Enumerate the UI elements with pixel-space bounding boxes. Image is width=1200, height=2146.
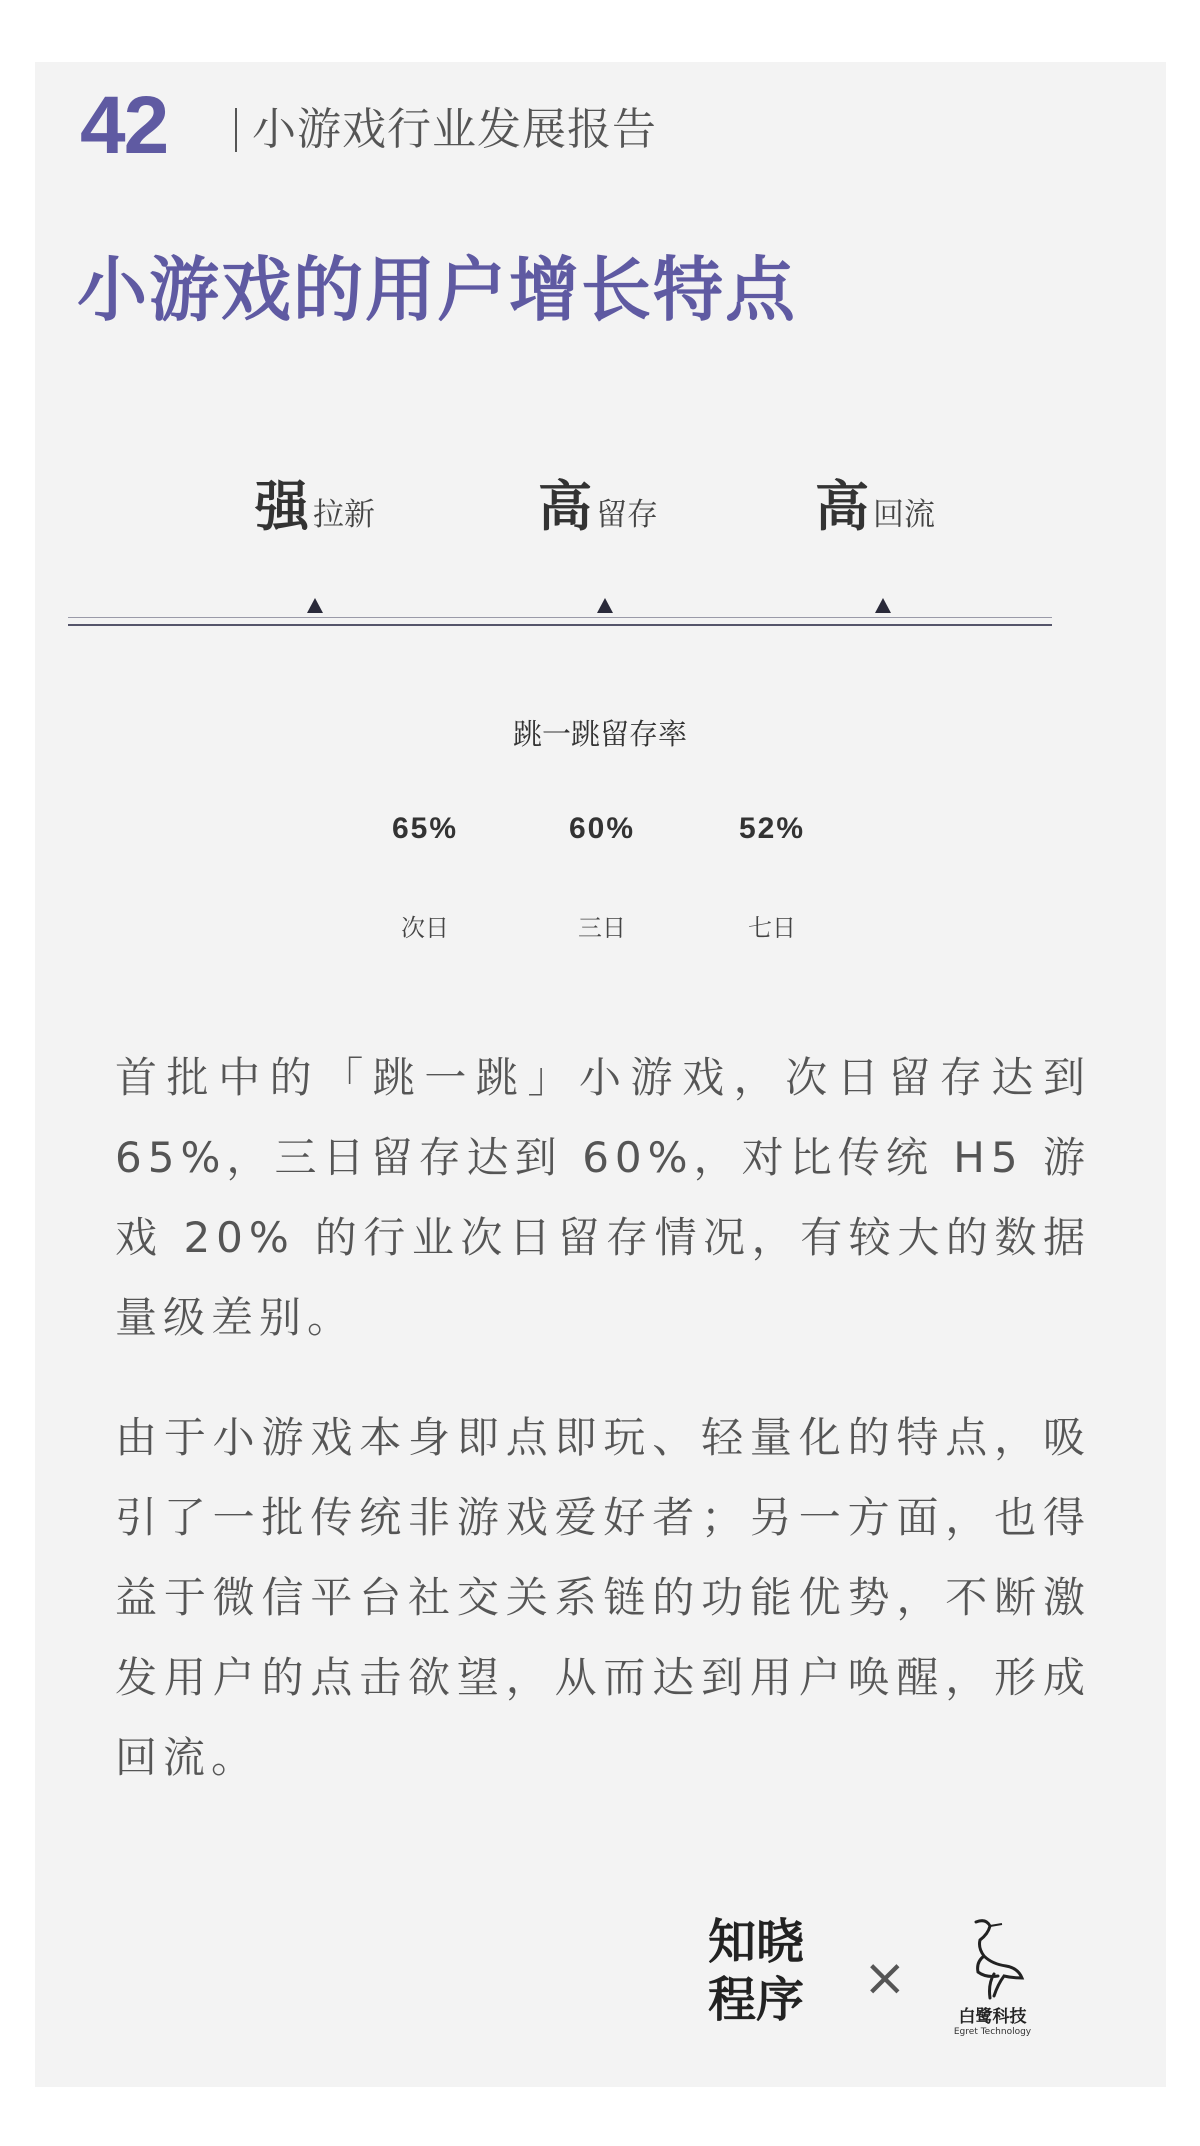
egret-logo-en: Egret Technology <box>953 2027 1032 2037</box>
retention-title: 跳一跳留存率 <box>512 717 687 751</box>
timeline-line-thin <box>68 617 1052 618</box>
feature-label: 回流 <box>873 497 935 533</box>
stat-value: 60% <box>568 812 636 845</box>
header-divider <box>235 108 237 152</box>
feature-emphasis: 高 <box>815 475 869 538</box>
stat-day3 <box>532 812 672 943</box>
stat-day7 <box>702 812 842 943</box>
feature-label: 拉新 <box>313 497 375 533</box>
paragraph-retention: 首批中的「跳一跳」小游戏，次日留存达到 65%，三日留存达到 60%，对比传统 H5 游戏 20% 的行业次日留存情况，有较大的数据量级差别。 <box>115 1053 1091 1342</box>
stat-day1 <box>355 812 495 943</box>
feature-retention <box>538 475 658 538</box>
feature-emphasis: 强 <box>255 475 309 538</box>
timeline-line <box>68 624 1052 626</box>
stat-value: 65% <box>391 812 459 845</box>
stat-label: 七日 <box>748 914 796 942</box>
report-title: 小游戏行业发展报告 <box>252 104 657 155</box>
feature-acquisition <box>255 475 375 538</box>
egret-bird-icon <box>958 1918 1028 2000</box>
triangle-marker-icon <box>875 598 891 613</box>
stat-label: 三日 <box>578 914 626 942</box>
feature-label: 留存 <box>596 497 658 533</box>
zhixiao-logo: 知晓程序 <box>708 1914 805 2028</box>
page-number: 42 <box>80 80 168 171</box>
egret-logo <box>945 1918 1040 2037</box>
feature-return <box>815 475 935 538</box>
egret-logo-cn: 白鹭科技 <box>958 2007 1027 2027</box>
triangle-marker-icon <box>307 598 323 613</box>
triangle-marker-icon <box>597 598 613 613</box>
stat-value: 52% <box>738 812 806 845</box>
feature-emphasis: 高 <box>538 475 592 538</box>
times-icon: × <box>863 1948 907 2008</box>
page-title: 小游戏的用户增长特点 <box>77 249 797 331</box>
stat-label: 次日 <box>401 914 449 942</box>
paragraph-return: 由于小游戏本身即点即玩、轻量化的特点，吸引了一批传统非游戏爱好者；另一方面，也得益于微信平台社交关系链的功能优势，不断激发用户的点击欲望，从而达到用户唤醒，形成回流。 <box>115 1413 1091 1782</box>
